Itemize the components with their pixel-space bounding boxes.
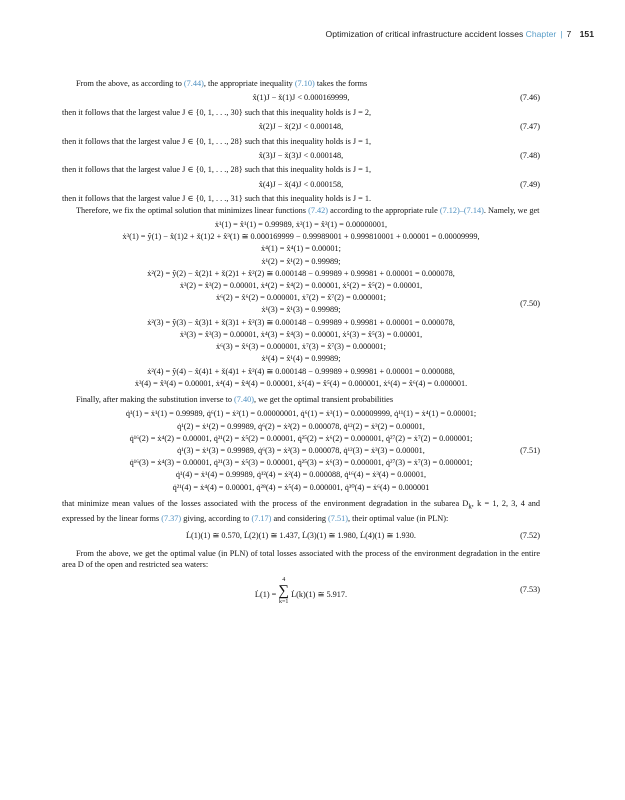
paragraph-minimize: that minimize mean values of the losses associated with the process of the environment degradation in the subarea $D_k$, k = 1, 2, 3, 4 and expressed by the linear forms (7.37) giving, according to (7.17) and considering (7.51), their optimal value (in PLN): [62, 498, 540, 523]
equation-line: ẋ¹(2) = x̂¹(2) = 0.99989; [261, 256, 341, 266]
equation-line: q̇¹⁶(2) = ẋ⁴(2) = 0.00001, q̇²¹(2) = ẋ⁵(2) = 0.00001, q̇²⁵(2) = ẋ⁶(2) = 0.000001, q̇²⁷(2) = ẋ⁷(2) = 0.000001; [129, 433, 473, 443]
equation-number: (7.47) [520, 122, 540, 132]
paragraph-intro: From the above, as according to (7.44), the appropriate inequality (7.10) takes the forms [76, 79, 368, 88]
ref-7-44[interactable]: (7.44) [183, 79, 204, 88]
equation-7-50 [62, 219, 540, 390]
equation-number: (7.53) [520, 585, 540, 595]
equation-line: ẋ⁶(3) = x̂⁶(3) = 0.000001, ẋ⁷(3) = x̂⁷(3) = 0.000001; [216, 342, 386, 352]
equation-number: (7.49) [520, 179, 540, 189]
page-number: 151 [579, 29, 594, 39]
equation-7-49: x̂(4)J − x̌(4)J < 0.000158, (7.49) [258, 179, 540, 189]
ref-7-37[interactable]: (7.37) [161, 513, 182, 523]
equation-7-48: x̂(3)J − x̌(3)J < 0.000148, (7.48) [258, 151, 540, 161]
ref-7-42[interactable]: (7.42) [308, 205, 329, 215]
equation-line: q̇¹(1) = ẋ¹(1) = 0.99989, q̇⁶(1) = ẋ²(1) = 0.00000001, q̇⁶(1) = ẋ³(1) = 0.00009999, q̇¹¹(1) = ẋ⁴(1) = 0.00001; [125, 409, 477, 419]
equation-line: q̇¹(3) = ẋ¹(3) = 0.99989, q̇⁶(3) = ẋ²(3) = 0.000078, q̇¹²(3) = ẋ³(3) = 0.00001, [177, 445, 425, 455]
equation-line: ẋ³(2) = x̂³(2) = 0.00001, ẋ⁴(2) = x̂⁴(2) = 0.00001, ẋ⁵(2) = x̂⁵(2) = 0.00001, [179, 281, 423, 291]
ref-7-17[interactable]: (7.17) [251, 513, 272, 523]
equation-line: q̇¹(2) = ẋ¹(2) = 0.99989, q̇⁶(2) = ẋ²(2) = 0.000078, q̇¹²(2) = ẋ³(2) = 0.00001, [177, 421, 425, 431]
paragraph-largest-j-1: then it follows that the largest value J ∈ {0, 1, . . ., 30} such that this inequality holds is J = 2, [62, 107, 372, 117]
equation-7-51 [62, 408, 540, 493]
ref-7-51[interactable]: (7.51) [328, 513, 348, 523]
running-header: Optimization of critical infrastructure accident losses Chapter | 7 151 [325, 29, 594, 39]
equation-7-47: x̂(2)J − x̌(2)J < 0.000148, (7.47) [258, 122, 540, 132]
ref-7-10[interactable]: (7.10) [294, 79, 315, 88]
paragraph-largest-j-4: then it follows that the largest value J ∈ {0, 1, . . ., 31} such that this inequality holds is J = 1. [62, 194, 372, 204]
equation-number: (7.51) [520, 446, 540, 456]
chapter-label: Chapter [525, 29, 557, 39]
equation-number: (7.50) [520, 299, 540, 309]
equation-7-52: L̇(1)(1) ≅ 0.570, L̇(2)(1) ≅ 1.437, L̇(3)(1) ≅ 1.980, L̇(4)(1) ≅ 1.930. (7.52) [186, 531, 540, 541]
equation-line: ẋ²(3) = ŷ(3) − x̂(3)1 + x̌(3)1 + x̂²(3) ≅ 0.000148 − 0.99989 + 0.99981 + 0.00001 = 0.000078, [147, 317, 455, 327]
equation-line: q̇¹⁶(3) = ẋ⁴(3) = 0.00001, q̇²¹(3) = ẋ⁵(3) = 0.00001, q̇²⁵(3) = ẋ⁶(3) = 0.000001, q̇²⁷(3) = ẋ⁷(3) = 0.000001; [129, 458, 473, 468]
paragraph-largest-j-3: then it follows that the largest value J ∈ {0, 1, . . ., 28} such that this inequality holds is J = 1, [62, 165, 372, 175]
equation-number: (7.48) [520, 151, 540, 161]
equation-line: ẋ³(4) = x̂³(4) = 0.00001, ẋ⁴(4) = x̂⁴(4) = 0.00001, ẋ⁵(4) = x̂⁵(4) = 0.000001, ẋ⁶(4) = x̂⁶(4) = 0.000001. [134, 378, 468, 388]
chapter-number: 7 [566, 29, 572, 39]
equation-line: ẋ¹(1) = x̂¹(1) = 0.99989, ẋ²(1) = x̂²(1) = 0.00000001, [214, 220, 388, 230]
ref-7-40[interactable]: (7.40) [234, 394, 254, 404]
sum-symbol: 4 ∑ k=1 [278, 577, 290, 606]
equation-7-46: x̂(1)J − x̌(1)J < 0.000169999, (7.46) [252, 93, 540, 103]
page-body [62, 78, 540, 606]
paragraph-total-losses: From the above, we get the optimal value (in PLN) of total losses associated with the process of the environment degradation in the entire area D of the open and restricted sea waters: [62, 548, 540, 569]
equation-line: ẋ⁴(1) = x̂⁴(1) = 0.00001; [261, 244, 341, 254]
equation-line: ẋ²(2) = ŷ(2) − x̂(2)1 + x̌(2)1 + x̂²(2) ≅ 0.000148 − 0.99989 + 0.99981 + 0.00001 = 0.000078, [147, 268, 455, 278]
paragraph-largest-j-2: then it follows that the largest value J ∈ {0, 1, . . ., 28} such that this inequality holds is J = 1, [62, 136, 372, 146]
equation-number: (7.52) [520, 531, 540, 541]
equation-line: ẋ²(4) = ŷ(4) − x̂(4)1 + x̌(4)1 + x̂²(4) ≅ 0.000148 − 0.99989 + 0.99981 + 0.00001 = 0.000088, [147, 366, 455, 376]
equation-line: ẋ⁶(2) = x̂⁶(2) = 0.000001, ẋ⁷(2) = x̂⁷(2) = 0.000001; [216, 293, 386, 303]
running-title: Optimization of critical infrastructure accident losses [325, 29, 524, 39]
paragraph-optimal-solution: Therefore, we fix the optimal solution that minimizes linear functions (7.42) according to the appropriate rule (7.12)–(7.14). Namely, we get [76, 205, 540, 215]
ref-7-14[interactable]: (7.14) [463, 205, 484, 215]
equation-line: q̇¹(4) = ẋ¹(4) = 0.99989, q̇¹²(4) = ẋ²(4) = 0.000088, q̇¹⁶(4) = ẋ³(4) = 0.00001, [175, 470, 427, 480]
equation-7-53: L̇(1) = 4 ∑ k=1 L̇(k)(1) ≅ 5.917. (7.53) [254, 577, 540, 606]
equation-number: (7.46) [520, 93, 540, 103]
equation-line: ẋ¹(3) = x̂¹(3) = 0.99989; [261, 305, 341, 315]
paragraph-substitution: Finally, after making the substitution inverse to (7.40), we get the optimal transient probabilities [76, 394, 394, 404]
equation-line: q̇²¹(4) = ẋ⁴(4) = 0.00001, q̇²⁸(4) = ẋ⁵(4) = 0.000001, q̇³⁰(4) = ẋ⁶(4) = 0.000001 [172, 482, 430, 492]
equation-line: ẋ³(1) = ŷ(1) − x̂(1)2 + x̌(1)2 + x̂³(1) ≅ 0.000169999 − 0.99989001 + 0.999810001 + 0.00001 = 0.00009999, [122, 232, 480, 242]
equation-line: ẋ³(3) = x̂³(3) = 0.00001, ẋ⁴(3) = x̂⁴(3) = 0.00001, ẋ⁵(3) = x̂⁵(3) = 0.00001, [179, 329, 423, 339]
ref-7-12[interactable]: (7.12) [439, 205, 460, 215]
equation-line: ẋ¹(4) = x̂¹(4) = 0.99989; [261, 354, 341, 364]
